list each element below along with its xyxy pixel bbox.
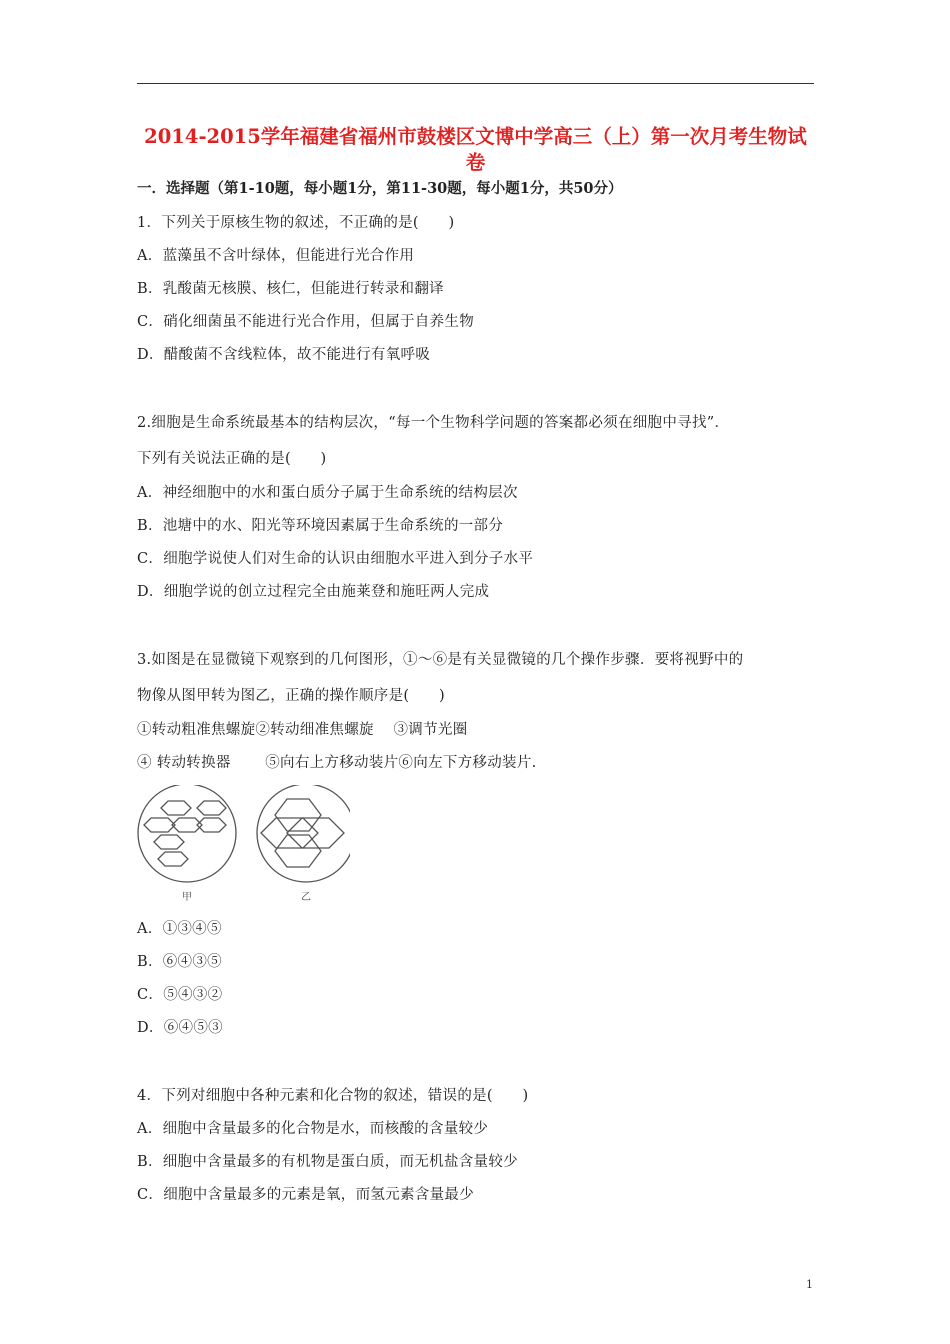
q3-stem-line2: 物像从图甲转为图乙，正确的操作顺序是( ) (137, 688, 445, 704)
field-b-label: 乙 (301, 892, 311, 903)
q4-option-c: C．细胞中含量最多的元素是氧，而氢元素含量最少 (137, 1187, 474, 1203)
q2-option-a: A．神经细胞中的水和蛋白质分子属于生命系统的结构层次 (137, 485, 518, 501)
q2-option-b: B．池塘中的水、阳光等环境因素属于生命系统的一部分 (137, 518, 504, 534)
q2-option-c: C．细胞学说使人们对生命的认识由细胞水平进入到分子水平 (137, 551, 534, 567)
page-number: 1 (806, 1278, 813, 1291)
field-a-hexagons (144, 801, 226, 866)
field-b-hexagons (261, 799, 344, 867)
q4-option-b: B．细胞中含量最多的有机物是蛋白质，而无机盐含量较少 (137, 1154, 518, 1170)
q1-option-c: C．硝化细菌虽不能进行光合作用，但属于自养生物 (137, 314, 474, 330)
q3-steps-line1: ①转动粗准焦螺旋②转动细准焦螺旋 ③调节光圈 (137, 722, 468, 738)
q4-stem: 4．下列对细胞中各种元素和化合物的叙述，错误的是( ) (137, 1088, 529, 1104)
microscope-figure (135, 785, 350, 905)
q1-option-b: B．乳酸菌无核膜、核仁，但能进行转录和翻译 (137, 281, 444, 297)
q1-option-a: A．蓝藻虽不含叶绿体，但能进行光合作用 (137, 248, 415, 264)
q4-option-a: A．细胞中含量最多的化合物是水，而核酸的含量较少 (137, 1121, 489, 1137)
q3-option-c: C．⑤④③② (137, 987, 223, 1003)
q3-option-b: B．⑥④③⑤ (137, 954, 222, 970)
q1-option-d: D．醋酸菌不含线粒体，故不能进行有氧呼吸 (137, 347, 431, 363)
q1-stem: 1．下列关于原核生物的叙述，不正确的是( ) (137, 215, 455, 231)
header-rule (137, 83, 814, 84)
q2-stem-line1: 2.细胞是生命系统最基本的结构层次，“每一个生物科学问题的答案都必须在细胞中寻找”． (137, 415, 730, 431)
field-a-label: 甲 (182, 892, 192, 903)
field-a-circle (138, 785, 236, 882)
q2-option-d: D．细胞学说的创立过程完全由施莱登和施旺两人完成 (137, 584, 490, 600)
page-title: 2014-2015学年福建省福州市鼓楼区文博中学高三（上）第一次月考生物试卷 (144, 125, 807, 174)
section-heading: 一．选择题（第1-10题，每小题1分，第11-30题，每小题1分，共50分） (137, 180, 623, 197)
q3-option-d: D．⑥④⑤③ (137, 1020, 223, 1036)
q2-stem-line2: 下列有关说法正确的是( ) (137, 451, 327, 467)
q3-stem-line1: 3.如图是在显微镜下观察到的几何图形，①～⑥是有关显微镜的几个操作步骤．要将视野中的 (137, 652, 744, 668)
q3-option-a: A．①③④⑤ (137, 921, 222, 937)
q3-steps-line2: ④ 转动转换器 ⑤向右上方移动装片⑥向左下方移动装片. (137, 755, 537, 771)
